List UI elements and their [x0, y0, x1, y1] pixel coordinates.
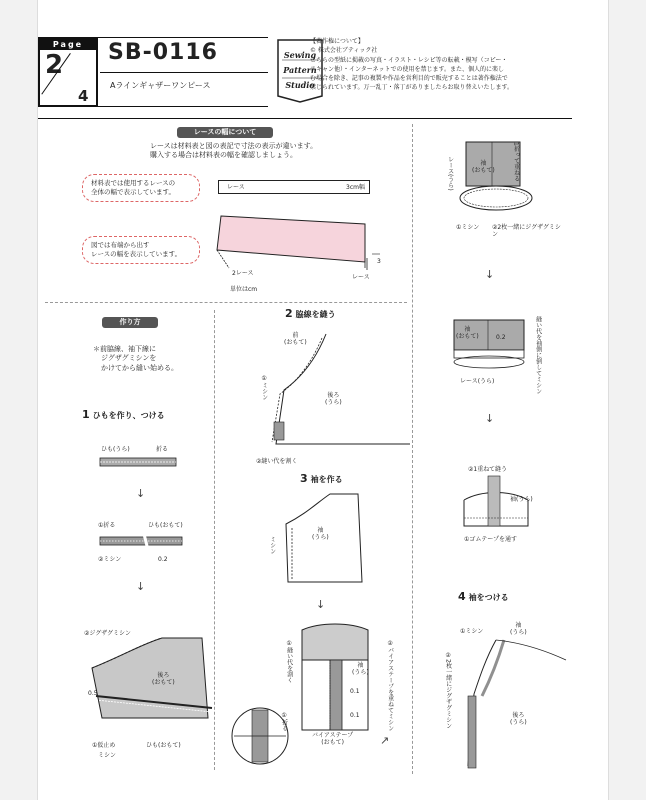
step3-bias-label: バイアステープ: [312, 732, 354, 739]
step3-sleeve2-label: 袖: [357, 662, 364, 669]
step3-dim2: 0.1: [350, 712, 360, 719]
lace-bubble-2: [82, 236, 200, 264]
arrow-down-icon: ↓: [485, 268, 495, 281]
step1-fold-num: ①折る: [98, 522, 116, 529]
step2-title-text: 脇線を縫う: [295, 310, 336, 319]
bubble-line: 図では布端から出す: [91, 241, 150, 249]
lace-intro-line: 購入する場合は材料表の幅を確認しましょう。: [150, 151, 297, 160]
step3-bias-note: ②バイアステープを重ねてミシン: [386, 640, 394, 731]
bubble-line: 材料表では使用するレースの: [91, 179, 176, 187]
string-strip-2: [100, 534, 190, 550]
step1-number: 1: [82, 408, 90, 421]
step1-zigzag: ②ジグザグミシン: [84, 630, 131, 637]
step1-allow: 0.2: [158, 556, 168, 563]
copyright-line: 禁じられています。万一乱丁・落丁がありましたらお取り替えいたします。: [310, 84, 514, 92]
right-bottom-note: 縫い代を袖側に倒してミシン: [534, 316, 542, 394]
lace-intro: [150, 142, 317, 161]
step2-open-allow: ②縫い代を割く: [256, 458, 298, 465]
section-divider: [45, 302, 407, 303]
step2-sew: ①ミシン: [260, 375, 268, 400]
step3-bias-side: (おもて): [321, 739, 344, 747]
step2-front-label: 前: [292, 332, 299, 339]
copyright-line: スキャン他）・インターネットでの使用を禁じます。また、個人的に楽し: [310, 65, 504, 73]
right-sleeve-b: [456, 326, 479, 340]
page-current: 2: [45, 50, 64, 80]
arrow-down-icon: ↓: [136, 580, 146, 593]
step3-sleeve2: [352, 662, 369, 676]
lace-section-title: レースの幅について: [177, 127, 273, 138]
step4-back-side: (うら): [510, 719, 527, 727]
step4-back: [510, 712, 527, 726]
step-divider: [214, 310, 215, 770]
pattern-title: Aラインギャザーワンピース: [110, 81, 211, 90]
right-sleeve-b-label: 袖: [464, 326, 471, 333]
step3-title-text: 袖を作る: [310, 475, 343, 484]
step3-sleeve: [312, 527, 329, 541]
lace-strip-width: 3cm幅: [346, 184, 365, 191]
step1-fold-label: 折る: [156, 446, 169, 453]
step4-sleeve: [510, 622, 527, 636]
pattern-code: SB-0116: [108, 40, 218, 65]
method-note-line: ジグザグミシンを: [101, 354, 157, 363]
step4-zigzag: ②2枚一緒にジグザグミシン: [444, 652, 452, 729]
step2-back: [325, 392, 342, 406]
step2-back-label: 後ろ: [327, 392, 340, 399]
lace-intro-line: レースは材料表と図の表記で寸法の表示が違います。: [150, 142, 318, 150]
lace-strip-label: レース: [227, 184, 245, 191]
diagram-small-lace: レース: [352, 274, 370, 281]
step4-title: [458, 590, 509, 603]
sleeve-hem-diagram-1: [458, 142, 536, 222]
method-note: [93, 345, 178, 373]
bubble-line: 全体の幅で表示しています。: [91, 188, 175, 197]
logo-text: Sewing Pattern Studio: [283, 50, 317, 90]
right-lace-b: レース(うら): [460, 378, 495, 385]
step1-title: [82, 408, 165, 421]
arrow-down-icon: ↓: [136, 487, 146, 500]
right-elastic: ①ゴムテープを通す: [464, 536, 517, 543]
diagram-small-label: 3: [377, 258, 381, 265]
copyright-owner: © 株式会社ブティック社: [310, 47, 378, 55]
column-divider: [412, 124, 413, 774]
right-lace-side: レース(うら): [446, 156, 454, 191]
step2-back-side: (うら): [325, 399, 342, 407]
step3-open-allow: ①縫い代を割く: [285, 640, 293, 683]
right-zigzag-a: ②2枚一緒にジグザグミシン: [492, 224, 561, 239]
step4-back-label: 後ろ: [512, 712, 525, 719]
header-top-rule: [98, 37, 268, 38]
step2-title: [285, 307, 336, 320]
lace-bubble-1: [82, 174, 200, 202]
step1-title-text: ひもを作り、つける: [92, 411, 165, 420]
step4-sleeve-label: 袖: [515, 622, 522, 629]
step1-back-side: (おもて): [152, 679, 175, 687]
header-rule: [38, 118, 572, 119]
step1-string-bottom: ひも(おもて): [146, 742, 181, 749]
right-fold-note: 1折って重ねる: [512, 142, 520, 182]
step3-dim1: 0.1: [350, 688, 360, 695]
page-indicator: [38, 37, 98, 107]
step1-string-label: ひも(うら): [101, 446, 130, 453]
step1-tack: ①仮止め: [92, 742, 116, 749]
copyright-line: む場合を除き、記事の複製や作品を営利目的で販売することは著作権法で: [310, 75, 508, 83]
step3-sleeve-side: (うら): [312, 534, 329, 542]
bubble-line: レースの幅を表示しています。: [91, 250, 182, 259]
step1-tack2: ミシン: [98, 752, 116, 759]
sleeve-attach-diagram: [456, 636, 568, 770]
right-sleeve-b-side: (おもて): [456, 333, 479, 341]
step4-sleeve-side: (うら): [510, 629, 527, 637]
step4-number: 4: [458, 590, 466, 603]
lace-strip: [218, 180, 370, 194]
method-section-title: 作り方: [102, 317, 158, 328]
copyright-line: こちらの型紙に掲載の写真・イラスト・レシピ等の転載・模写（コピー・: [310, 56, 508, 64]
page-label: Page: [40, 39, 96, 50]
diagram-unit: 単位はcm: [230, 286, 258, 293]
copyright-heading: 【著作権について】: [310, 38, 364, 45]
method-note-line: ＊前脇線、袖下線に: [93, 345, 156, 353]
right-sew-a: ①ミシン: [456, 224, 480, 231]
step1-allow-05: 0.5: [88, 690, 98, 697]
right-sleeve-a-side: (おもて): [472, 167, 495, 175]
step3-title: [300, 472, 343, 485]
right-sleeve-c: 袖(うら): [510, 496, 533, 503]
back-bodice-diagram: [92, 638, 214, 738]
diagram-lace-label: 2レース: [232, 270, 254, 277]
header-bottom-rule: [98, 106, 268, 107]
step1-sew-num: ②ミシン: [98, 556, 122, 563]
copyright-notice: [310, 37, 572, 93]
step1-string-right: ひも(おもて): [148, 522, 183, 529]
string-strip-1: [100, 456, 180, 470]
step3-sew: ミシン: [268, 536, 276, 554]
step3-sleeve-label: 袖: [317, 527, 324, 534]
arrow-diagonal-icon: ↗: [380, 734, 390, 747]
step2-front-side: (おもて): [284, 339, 307, 347]
method-note-line: かけてから縫い始める。: [101, 363, 178, 372]
step3-bias: [312, 732, 353, 746]
step3-sleeve2-side: (うら): [352, 669, 369, 677]
step2-number: 2: [285, 307, 293, 320]
step4-title-text: 袖をつける: [468, 593, 509, 602]
right-allow-b: 0.2: [496, 334, 506, 341]
right-overlap: ②1重ねて縫う: [468, 466, 508, 473]
step3-number: 3: [300, 472, 308, 485]
right-sleeve-a-label: 袖: [480, 160, 487, 167]
page-total: 4: [78, 87, 89, 105]
arrow-down-icon: ↓: [485, 412, 495, 425]
step4-sew: ①ミシン: [460, 628, 484, 635]
arrow-down-icon: ↓: [316, 598, 326, 611]
step1-back: [152, 672, 175, 686]
right-sleeve-a: [472, 160, 495, 174]
elastic-diagram: [462, 476, 532, 534]
step1-back-label: 後ろ: [157, 672, 170, 679]
step3-fold: ①折る: [280, 712, 288, 731]
header-mid-rule: [100, 72, 268, 73]
